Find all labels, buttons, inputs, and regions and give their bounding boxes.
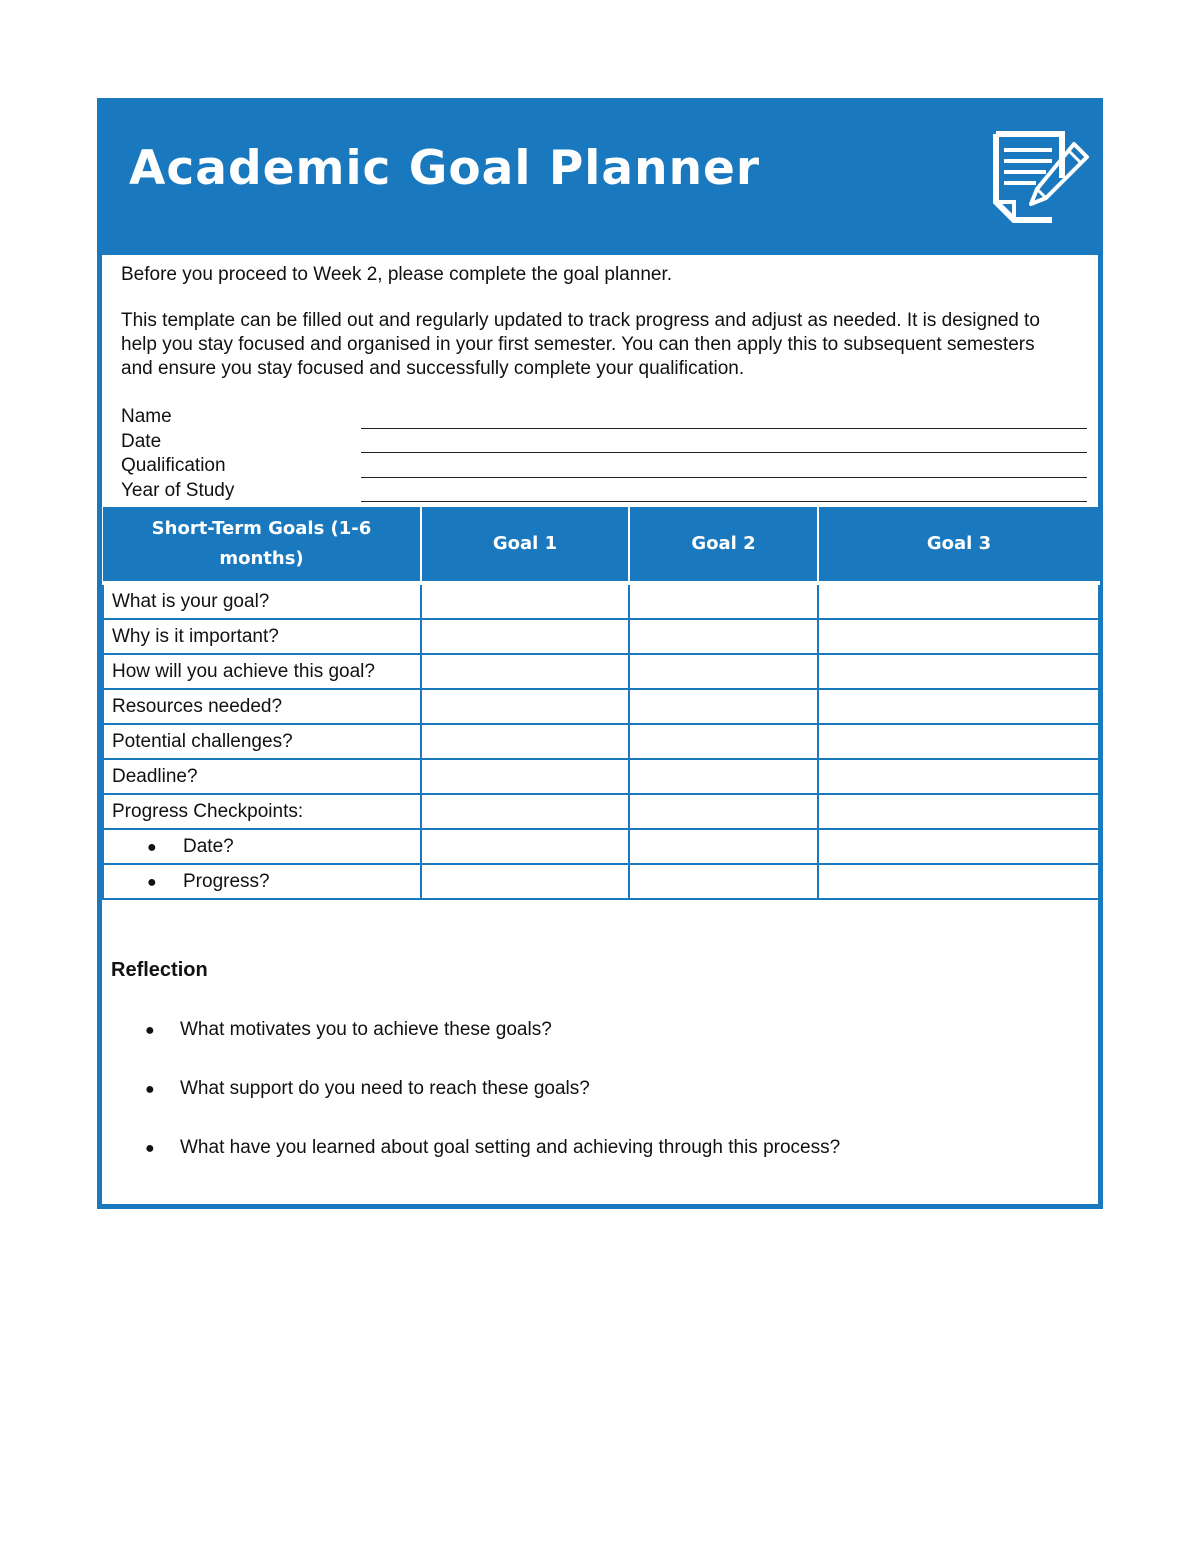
- table-row: [103, 689, 1099, 724]
- goal-planner-page: [97, 98, 1103, 1209]
- table-header-row: [103, 507, 1099, 583]
- field-year-of-study[interactable]: [121, 479, 1087, 504]
- row-label: Progress Checkpoints:: [103, 794, 421, 829]
- field-label: Year of Study: [121, 479, 235, 501]
- header-band: [102, 103, 1098, 255]
- table-row: [103, 724, 1099, 759]
- reflection-title: Reflection: [111, 959, 208, 981]
- field-label: Qualification: [121, 455, 226, 476]
- goal-1-cell[interactable]: [421, 759, 629, 794]
- goal-3-cell[interactable]: [818, 724, 1099, 759]
- row-label-bulleted: [103, 864, 421, 899]
- question-text: What have you learned about goal setting and achieving through this process?: [180, 1137, 841, 1158]
- name-line[interactable]: [361, 428, 1087, 429]
- bullet-icon: ●: [147, 838, 157, 856]
- header-goal-1: Goal 1: [421, 507, 629, 583]
- bullet-icon: ●: [145, 1140, 155, 1157]
- goal-1-cell[interactable]: [421, 689, 629, 724]
- question-text: What motivates you to achieve these goals?: [180, 1019, 552, 1040]
- goal-2-cell[interactable]: [629, 724, 818, 759]
- table-row: [103, 829, 1099, 864]
- goal-3-cell[interactable]: [818, 583, 1099, 619]
- goal-2-cell[interactable]: [629, 794, 818, 829]
- field-date[interactable]: [121, 430, 1087, 455]
- header-goal-2: Goal 2: [629, 507, 818, 583]
- goal-2-cell[interactable]: [629, 654, 818, 689]
- goal-3-cell[interactable]: [818, 829, 1099, 864]
- goal-3-cell[interactable]: [818, 654, 1099, 689]
- question-text: What support do you need to reach these goals?: [180, 1078, 590, 1099]
- reflection-question: [111, 1136, 1071, 1195]
- goal-2-cell[interactable]: [629, 829, 818, 864]
- goal-3-cell[interactable]: [818, 759, 1099, 794]
- row-label: Potential challenges?: [103, 724, 421, 759]
- row-label: Resources needed?: [103, 689, 421, 724]
- row-label: How will you achieve this goal?: [103, 654, 421, 689]
- goal-2-cell[interactable]: [629, 759, 818, 794]
- goals-table: [102, 507, 1100, 900]
- goal-3-cell[interactable]: [818, 619, 1099, 654]
- row-label: Why is it important?: [103, 619, 421, 654]
- table-row: [103, 794, 1099, 829]
- field-label: Name: [121, 406, 172, 427]
- intro-paragraph-1: Before you proceed to Week 2, please complete the goal planner.: [121, 264, 673, 285]
- row-label-bulleted: [103, 829, 421, 864]
- goal-1-cell[interactable]: [421, 724, 629, 759]
- goal-3-cell[interactable]: [818, 689, 1099, 724]
- intro-paragraph-2: This template can be filled out and regularly updated to track progress and adjust as needed. It is designed to help you stay focused and organised in your first semester. You can then apply this to subsequent semesters and ensure you stay focused and successfully complete your qualification.: [121, 310, 1040, 379]
- bullet-icon: ●: [147, 873, 157, 891]
- row-label: Progress?: [183, 870, 270, 892]
- table-row: [103, 583, 1099, 619]
- goal-3-cell[interactable]: [818, 794, 1099, 829]
- table-row: [103, 864, 1099, 899]
- goal-1-cell[interactable]: [421, 829, 629, 864]
- reflection-question: [111, 1077, 1071, 1136]
- row-label: Date?: [183, 835, 234, 857]
- page-title: Academic Goal Planner: [129, 141, 761, 196]
- header-short-term-goals: Short-Term Goals (1-6 months): [103, 507, 421, 583]
- goal-1-cell[interactable]: [421, 583, 629, 619]
- student-details: [121, 405, 1087, 503]
- goal-2-cell[interactable]: [629, 689, 818, 724]
- reflection-questions: [111, 1018, 1071, 1195]
- goal-1-cell[interactable]: [421, 864, 629, 899]
- goal-1-cell[interactable]: [421, 619, 629, 654]
- table-row: [103, 619, 1099, 654]
- goal-2-cell[interactable]: [629, 864, 818, 899]
- table-row: [103, 759, 1099, 794]
- bullet-icon: ●: [145, 1022, 155, 1039]
- document-pencil-icon: [990, 128, 1092, 232]
- bullet-icon: ●: [145, 1081, 155, 1098]
- header-goal-3: Goal 3: [818, 507, 1099, 583]
- date-line[interactable]: [361, 452, 1087, 453]
- reflection-question: [111, 1018, 1071, 1077]
- goal-1-cell[interactable]: [421, 794, 629, 829]
- field-label: Date: [121, 430, 162, 452]
- qualification-line[interactable]: [361, 477, 1087, 478]
- goal-2-cell[interactable]: [629, 619, 818, 654]
- field-qualification[interactable]: [121, 454, 1087, 479]
- goal-2-cell[interactable]: [629, 583, 818, 619]
- intro-text: [121, 263, 1041, 381]
- row-label: What is your goal?: [103, 583, 421, 619]
- field-name[interactable]: [121, 405, 1087, 430]
- goal-3-cell[interactable]: [818, 864, 1099, 899]
- goal-1-cell[interactable]: [421, 654, 629, 689]
- year-of-study-line[interactable]: [361, 501, 1087, 502]
- row-label: Deadline?: [103, 759, 421, 794]
- table-row: [103, 654, 1099, 689]
- reflection-section: [111, 959, 1071, 1195]
